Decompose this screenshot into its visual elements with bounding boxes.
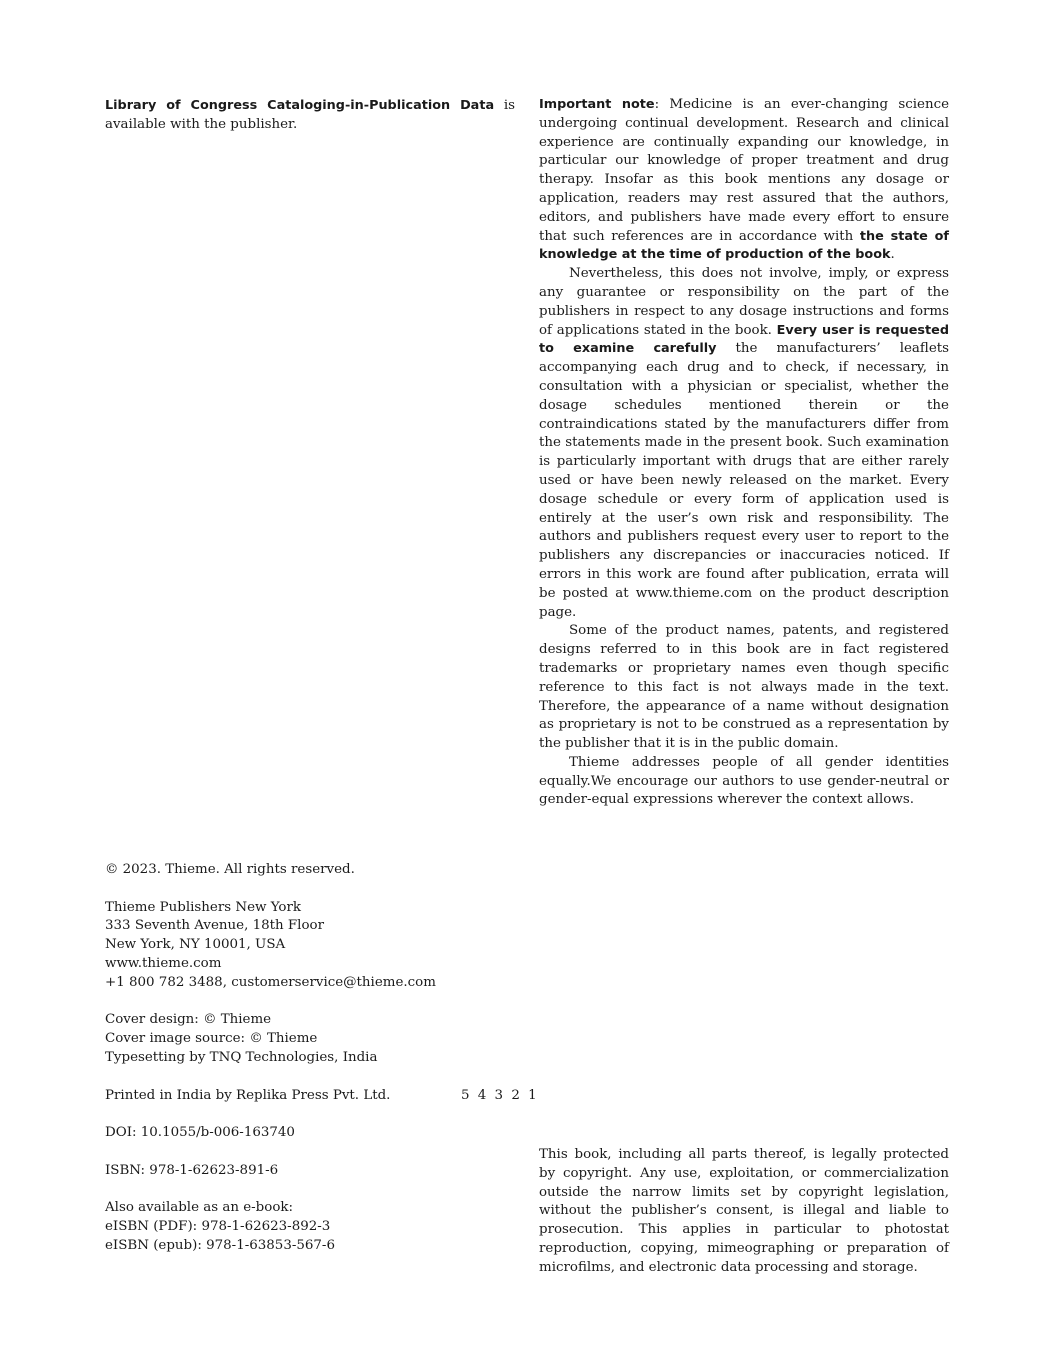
cip-data-title: Library of Congress Cataloging-in-Publication Data bbox=[105, 98, 495, 113]
important-note-emphasis-2: Every user is requested to examine carefully bbox=[539, 322, 949, 357]
publisher-name: Thieme Publishers New York bbox=[105, 899, 301, 915]
important-note-paragraph-2 bbox=[539, 265, 949, 622]
isbn-line: ISBN: 978-1-62623-891-6 bbox=[105, 1162, 279, 1178]
ebook-heading: Also available as an e-book: bbox=[105, 1200, 294, 1216]
eisbn-pdf-line: eISBN (PDF): 978-1-62623-892-3 bbox=[105, 1219, 331, 1235]
print-run-number: 5 4 3 2 1 bbox=[461, 1087, 539, 1103]
important-note-text-1a: : Medicine is an ever-changing science undergoing continual development. Research and clinical experience are continually expanding our knowledge, in particular our knowledge of proper treatment and drug therapy. Insofar as this book mentions any dosage or application, readers may rest assured that the authors, editors, and publishers have made every effort to ensure that such references are in accordance with bbox=[539, 97, 949, 244]
trademark-paragraph: Some of the product names, patents, and registered designs referred to in this book are in fact registered trademarks or proprietary names even though specific reference to this fact is not always made in the text. Therefore, the appearance of a name without designation as proprietary is not to be construed as a representation by the publisher that it is in the public domain. bbox=[539, 623, 949, 752]
imprint-block bbox=[105, 861, 539, 1256]
printer-line bbox=[105, 1087, 539, 1106]
copyright-notice-text: This book, including all parts thereof, is legally protected by copyright. Any use, exploitation, or commercialization outside the narrow limits set by copyright legislation, without the publisher’s consent, is illegal and liable to prosecution. This applies in particular to photostat reproduction, copying, mimeographing or preparation of microfilms, and electronic data processing and storage. bbox=[539, 1147, 949, 1275]
printer-text: Printed in India by Replika Press Pvt. Ltd. bbox=[105, 1087, 391, 1103]
publisher-contact: +1 800 782 3488, customerservice@thieme.com bbox=[105, 974, 436, 990]
important-note-text-2b: the manufacturers’ leaflets accompanying each drug and to check, if necessary, in consultation with a physician or specialist, whether the dosage schedules mentioned therein or the contraindications stated by the manufacturers differ from the statements made in the present book. Such examination is particularly important with drugs that are either rarely used or have been newly released on the market. Every dosage schedule or every form of application used is entirely at the user’s own risk and responsibility. The authors and publishers request every user to report to the publishers any discrepancies or inaccuracies noticed. If errors in this work are found after publication, errata will be posted at www.thieme.com on the product description page. bbox=[539, 341, 949, 620]
important-note-paragraph-1 bbox=[539, 96, 949, 265]
important-note-emphasis-1: the state of knowledge at the time of production of the book bbox=[539, 228, 949, 263]
cover-design-credit: Cover design: © Thieme bbox=[105, 1012, 272, 1028]
typesetting-credit: Typesetting by TNQ Technologies, India bbox=[105, 1049, 378, 1065]
eisbn-epub-line: eISBN (epub): 978-1-63853-567-6 bbox=[105, 1237, 335, 1253]
publisher-address-line-2: New York, NY 10001, USA bbox=[105, 937, 286, 953]
important-note bbox=[539, 96, 949, 810]
cip-data-statement bbox=[105, 97, 515, 135]
copyright-line: © 2023. Thieme. All rights reserved. bbox=[105, 862, 355, 877]
publisher-address-line-1: 333 Seventh Avenue, 18th Floor bbox=[105, 918, 324, 934]
publisher-website: www.thieme.com bbox=[105, 955, 222, 971]
gender-paragraph: Thieme addresses people of all gender identities equally.We encourage our authors to use gender-neutral or gender-equal expressions wherever the context allows. bbox=[539, 754, 949, 808]
important-note-text-1b: . bbox=[890, 247, 895, 263]
copyright-notice bbox=[539, 1146, 949, 1278]
cover-image-credit: Cover image source: © Thieme bbox=[105, 1031, 318, 1047]
cip-data-text: is available with the publisher. bbox=[105, 98, 515, 132]
important-note-text-2a: Nevertheless, this does not involve, imply, or express any guarantee or responsibility on the part of the publishers in respect to any dosage instructions and forms of applications stated in the book. bbox=[539, 266, 949, 338]
doi-line: DOI: 10.1055/b-006-163740 bbox=[105, 1125, 295, 1141]
important-note-heading: Important note bbox=[539, 97, 655, 112]
